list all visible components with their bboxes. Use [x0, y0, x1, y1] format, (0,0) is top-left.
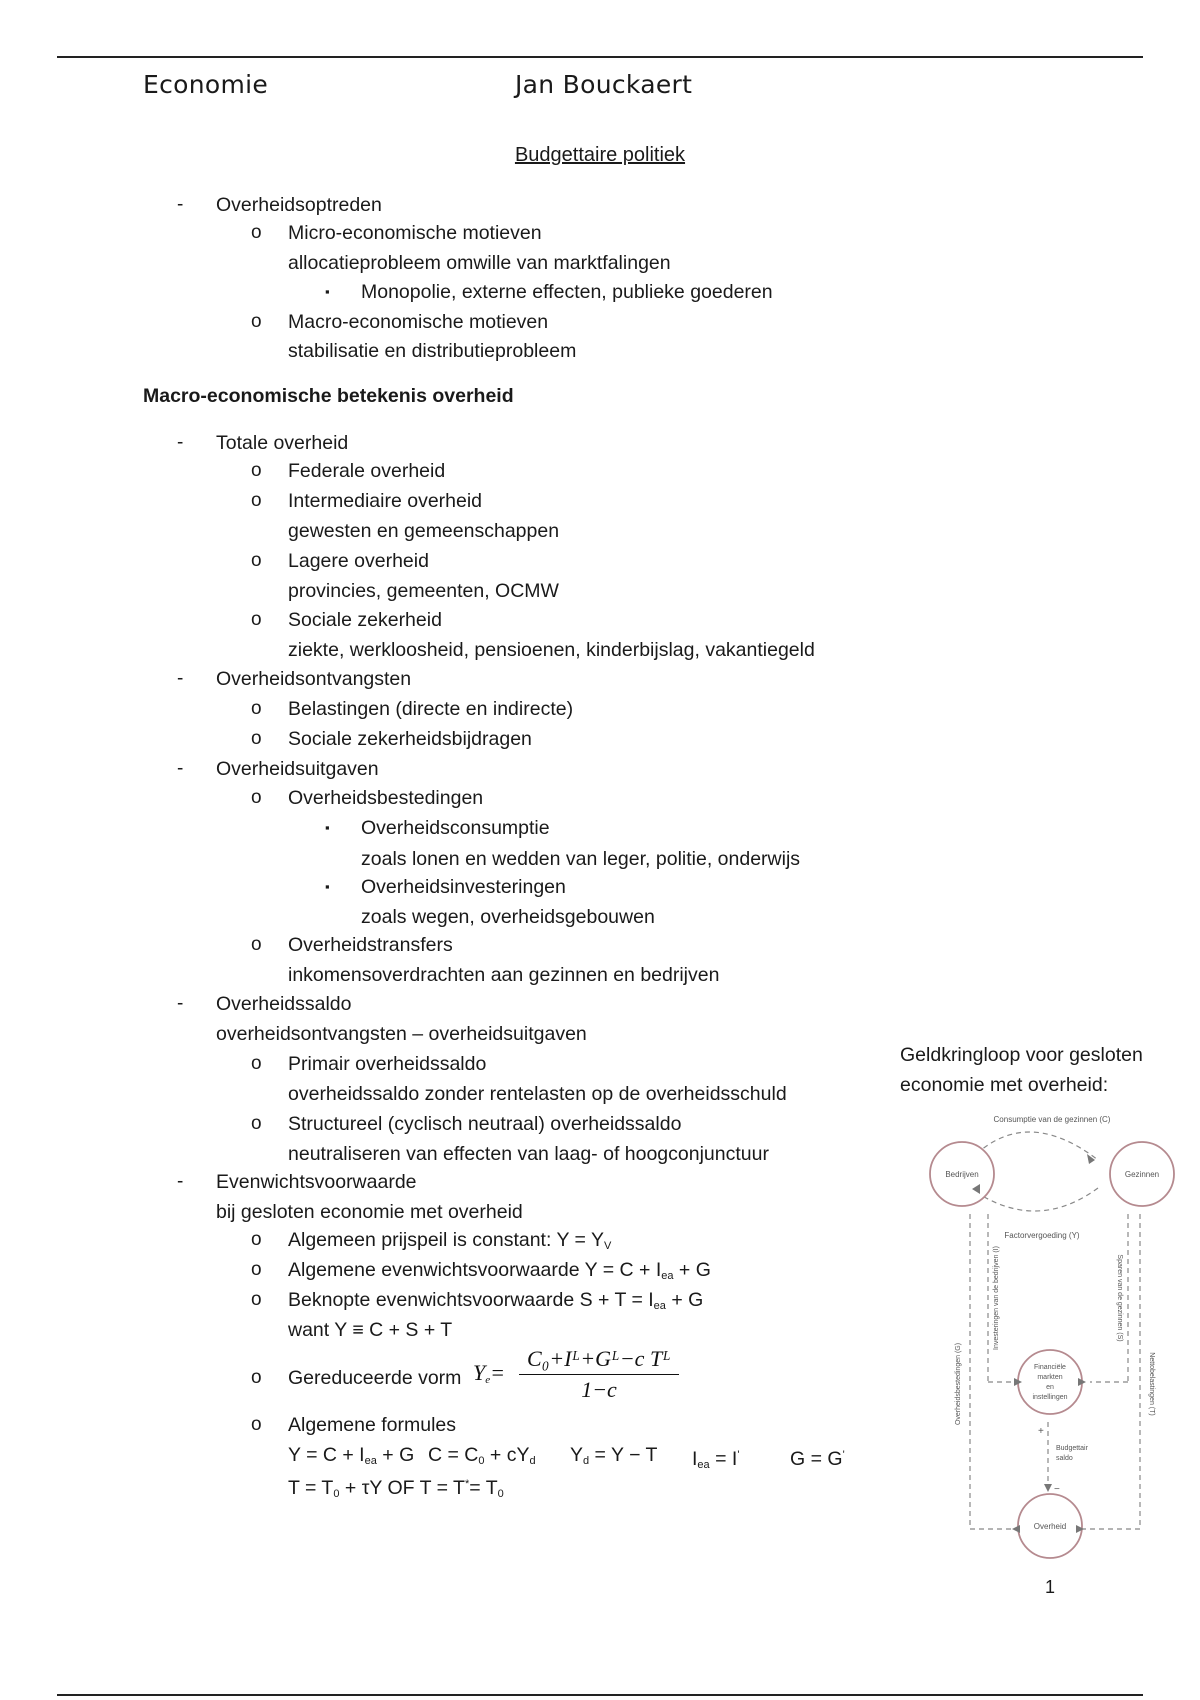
formula-yd: $Y_d = Y - T$: [570, 1444, 658, 1467]
list-item-primair-desc: overheidssaldo zonder rentelasten op de overheidsschuld: [288, 1083, 787, 1105]
financiele-markten-node: [1018, 1350, 1082, 1414]
list-item-intermediaire-desc: gewesten en gemeenschappen: [288, 520, 560, 542]
arrow-icon: [1087, 1154, 1095, 1164]
section-heading: Macro-economische betekenis overheid: [143, 385, 514, 407]
formula-iea: $I_{ea} = I'$: [692, 1448, 740, 1471]
circle-bullet: o: [251, 1367, 262, 1388]
list-item-transfers-desc: inkomensoverdrachten aan gezinnen en bedrijven: [288, 964, 720, 986]
list-item-totale: Totale overheid: [216, 432, 349, 454]
plus-sign: +: [1038, 1426, 1044, 1437]
list-item-beknopte: Beknopte evenwichtsvoorwaarde $S + T = I_{ea} + G$: [288, 1289, 704, 1312]
budget-line2: saldo: [1056, 1455, 1073, 1462]
dash-bullet: -: [177, 993, 184, 1014]
list-item-primair: Primair overheidssaldo: [288, 1053, 487, 1075]
formula-lhs: $Y_e=$: [473, 1360, 505, 1386]
dash-bullet: -: [177, 194, 184, 215]
list-item-structureel-desc: neutraliseren van effecten van laag- of hoogconjunctuur: [288, 1143, 769, 1165]
flow-arrows: [972, 1154, 1095, 1533]
circle-bullet: o: [251, 222, 262, 243]
square-bullet: ▪: [325, 879, 330, 894]
gezinnen-label: Gezinnen: [1124, 1170, 1160, 1179]
list-item-ontvangsten: Overheidsontvangsten: [216, 668, 412, 690]
circle-bullet: o: [251, 698, 262, 719]
circle-bullet: o: [251, 728, 262, 749]
savings-label: Sparen van de gezinnen (S): [1116, 1254, 1123, 1342]
factor-label: Factorvergoeding (Y): [1004, 1231, 1080, 1240]
page-number: 1: [1045, 1577, 1056, 1597]
list-item-macro-desc: stabilisatie en distributieprobleem: [288, 340, 577, 362]
list-item-intermediaire: Intermediaire overheid: [288, 490, 483, 512]
list-item-consumptie-desc: zoals lonen en wedden van leger, politie, onderwijs: [361, 848, 801, 870]
footer-rule: [57, 1694, 1143, 1696]
list-item-structureel: Structureel (cyclisch neutraal) overheidssaldo: [288, 1113, 682, 1135]
list-item-investeringen-desc: zoals wegen, overheidsgebouwen: [361, 906, 655, 928]
header-course: Economie: [143, 70, 269, 99]
formula-c: $C = C_0 + cY_d$: [428, 1444, 536, 1467]
circle-bullet: o: [251, 490, 262, 511]
dash-bullet: -: [177, 432, 184, 453]
list-item-belastingen: Belastingen (directe en indirecte): [288, 698, 574, 720]
list-item-algemene-evenwicht: Algemene evenwichtsvoorwaarde $Y = C + I_{ea} + G$: [288, 1259, 711, 1282]
circle-bullet: o: [251, 550, 262, 571]
circle-bullet: o: [251, 311, 262, 332]
circle-bullet: o: [251, 1229, 262, 1250]
arrow-icon: [1012, 1525, 1020, 1533]
government-spending-label: Overheidsbestedingen (G): [955, 1342, 962, 1426]
list-item-micro-desc: allocatieprobleem omwille van marktfalingen: [288, 252, 671, 274]
figure-caption: Geldkringloop voor gesloten economie met overheid:: [900, 1044, 1143, 1096]
circle-bullet: o: [251, 934, 262, 955]
list-item-sociale: Sociale zekerheid: [288, 609, 442, 631]
list-item-saldo-desc: overheidsontvangsten – overheidsuitgaven: [216, 1023, 587, 1045]
overheid-label: Overheid: [1033, 1522, 1067, 1531]
list-item-lagere: Lagere overheid: [288, 550, 429, 572]
list-item-gereduceerde: Gereduceerde vorm: [288, 1367, 462, 1389]
list-item-macro: Macro-economische motieven: [288, 311, 549, 333]
list-item-formules: Algemene formules: [288, 1414, 456, 1436]
square-bullet: ▪: [325, 284, 330, 299]
list-item-saldo: Overheidssaldo: [216, 993, 352, 1015]
list-item-overheidsoptreden: Overheidsoptreden: [216, 194, 382, 216]
circle-bullet: o: [251, 1259, 262, 1280]
square-bullet: ▪: [325, 820, 330, 835]
arrow-icon: [1044, 1484, 1052, 1492]
list-item-prijspeil: Algemeen prijspeil is constant: $Y = Y_V$: [288, 1229, 612, 1252]
fin-line3: en: [1046, 1384, 1054, 1391]
dash-bullet: -: [177, 758, 184, 779]
bedrijven-label: Bedrijven: [945, 1170, 979, 1179]
list-item-micro: Micro-economische motieven: [288, 222, 542, 244]
formula-y: $Y = C + I_{ea} + G$: [288, 1444, 415, 1467]
list-item-bestedingen: Overheidsbestedingen: [288, 787, 484, 809]
investment-label: Investeringen van de bedrijven (I): [993, 1246, 1000, 1350]
header-rule: [57, 56, 1143, 58]
consumption-label: Consumptie van de gezinnen (C): [993, 1115, 1111, 1124]
money-circulation-diagram: [920, 1104, 1180, 1564]
circle-bullet: o: [251, 1289, 262, 1310]
budget-line1: Budgettair: [1056, 1445, 1088, 1452]
list-item-evenwicht-desc: bij gesloten economie met overheid: [216, 1201, 523, 1223]
fin-line1: Financiële: [1034, 1364, 1066, 1371]
circle-bullet: o: [251, 460, 262, 481]
list-item-federale: Federale overheid: [288, 460, 446, 482]
list-item-lagere-desc: provincies, gemeenten, OCMW: [288, 580, 559, 602]
net-taxes-label: Nettobelastingen (T): [1148, 1352, 1155, 1416]
formula-denominator: 1−c: [581, 1377, 617, 1402]
list-item-consumptie: Overheidsconsumptie: [361, 817, 550, 839]
formula-g: G = G': [790, 1448, 845, 1470]
document-title: Budgettaire politiek: [514, 144, 686, 166]
fin-line4: instellingen: [1032, 1394, 1068, 1401]
formula-fraction: [519, 1346, 679, 1403]
list-item-want: want Y ≡ C + S + T: [288, 1319, 453, 1341]
header-author: Jan Bouckaert: [515, 70, 693, 99]
list-item-transfers: Overheidstransfers: [288, 934, 453, 956]
list-item-sociale-desc: ziekte, werkloosheid, pensioenen, kinderbijslag, vakantiegeld: [288, 639, 815, 661]
list-item-bijdragen: Sociale zekerheidsbijdragen: [288, 728, 532, 750]
formula-numerator: C₀+Iᴸ+Gᴸ−c Tᴸ: [519, 1346, 679, 1375]
minus-sign: −: [1054, 1484, 1060, 1495]
list-item-micro-sub: Monopolie, externe effecten, publieke goederen: [361, 281, 773, 303]
list-item-evenwicht: Evenwichtsvoorwaarde: [216, 1171, 417, 1193]
circle-bullet: o: [251, 1113, 262, 1134]
circle-bullet: o: [251, 787, 262, 808]
list-item-uitgaven: Overheidsuitgaven: [216, 758, 379, 780]
fin-line2: markten: [1037, 1374, 1063, 1381]
list-item-investeringen: Overheidsinvesteringen: [361, 876, 566, 898]
circle-bullet: o: [251, 609, 262, 630]
dash-bullet: -: [177, 1171, 184, 1192]
dash-bullet: -: [177, 668, 184, 689]
formula-t: $T = T_0 + \tau Y$ OF $T = T^*= T_0$: [288, 1477, 504, 1500]
circle-bullet: o: [251, 1053, 262, 1074]
circle-bullet: o: [251, 1414, 262, 1435]
